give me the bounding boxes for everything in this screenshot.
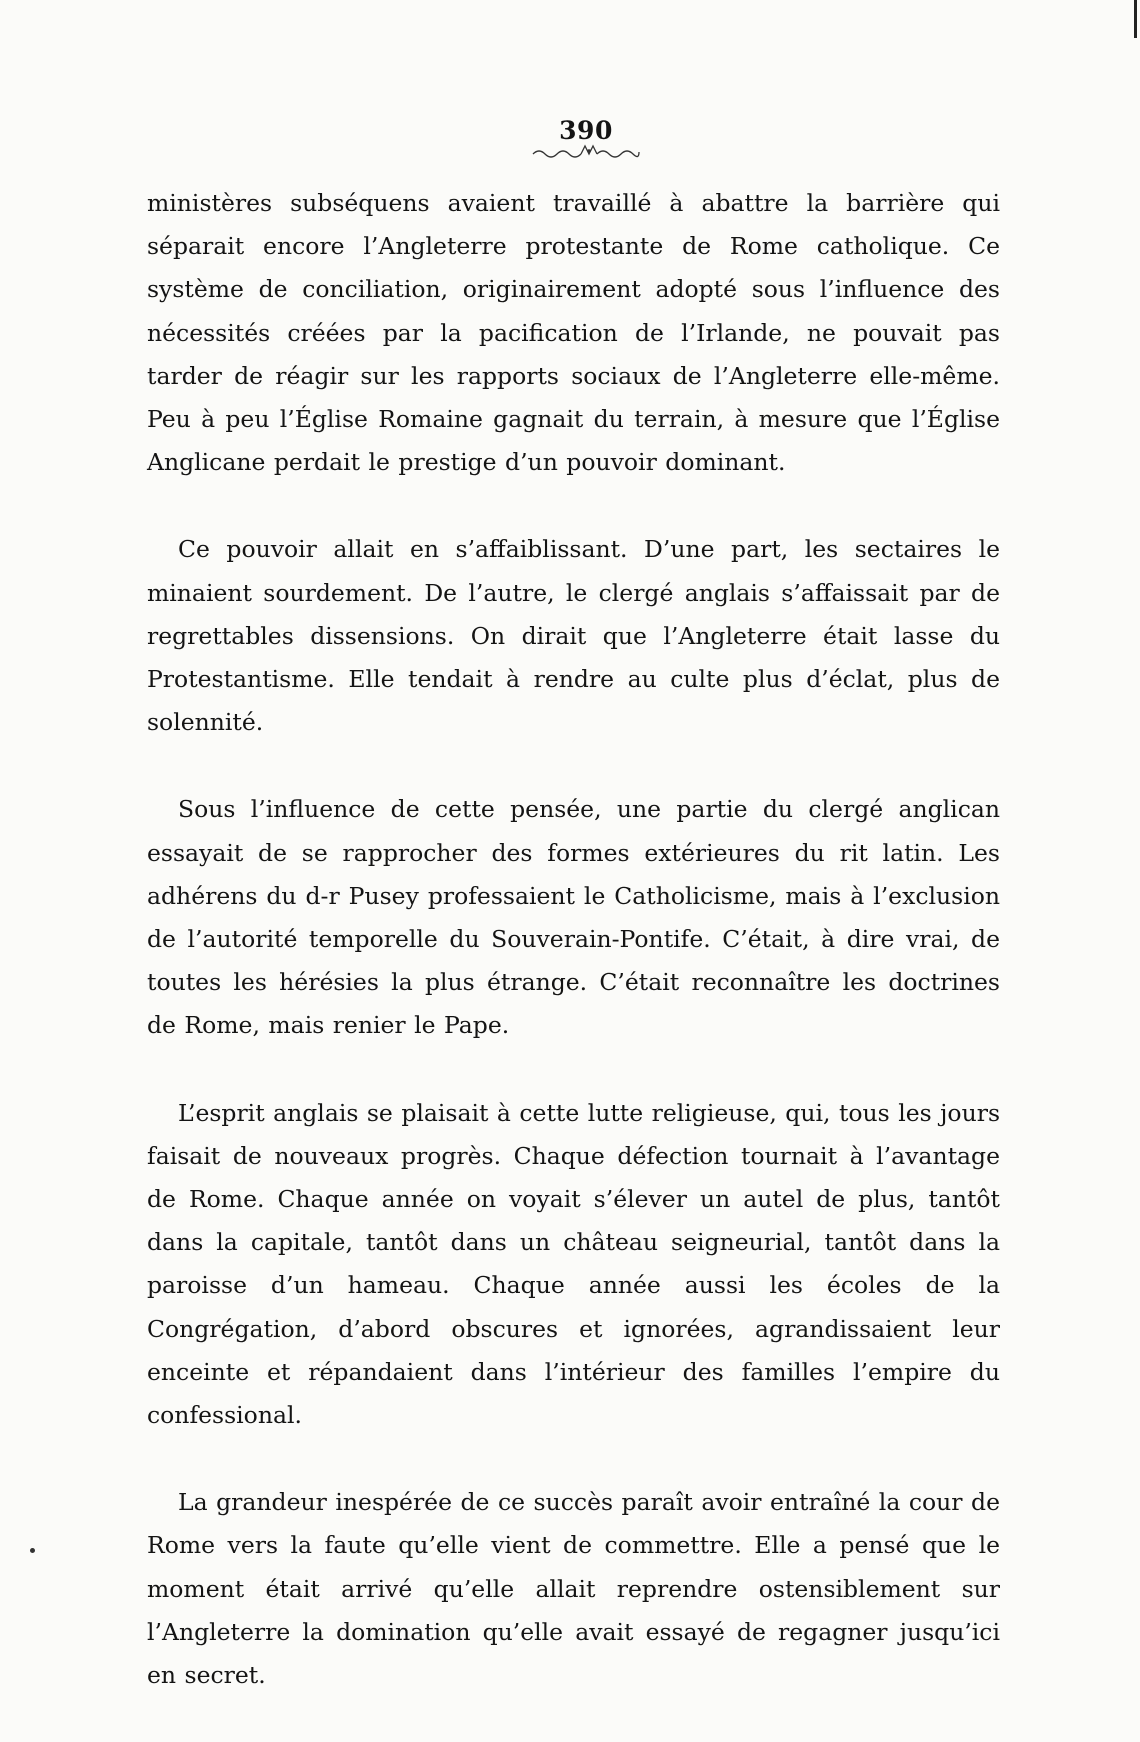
paragraph-4: L’esprit anglais se plaisait à cette lutte religieuse, qui, tous les jours faisait de nouveaux progrès. Chaque défection tournait à l’avantage de Rome. Chaque année on voyait s’élever un autel de plus, tantôt dans la capitale, tantôt dans un château seigneurial, tantôt dans la paroisse d’un hameau. Chaque année aussi les écoles de la Congrégation, d’abord obscures et ignorées, agrandissaient leur enceinte et répandaient dans l’intérieur des familles l’empire du confessional. — [147, 1098, 1001, 1430]
scan-edge-line — [1134, 0, 1137, 38]
paragraph-5: La grandeur inespérée de ce succès paraît avoir entraîné la cour de Rome vers la faute qu’elle vient de commettre. Elle a pensé que le moment était arrivé qu’elle allait reprendre ostensiblement sur l’Angleterre la domination qu’elle avait essayé de regagner jusqu’ici en secret. — [147, 1488, 1000, 1690]
paragraph-2: Ce pouvoir allait en s’affaiblissant. D’une part, les sectaires le minaient sourdement. De l’autre, le clergé anglais s’affaissait par de regrettables dissensions. On dirait que l’Angleterre était lasse du Protestantisme. Elle tendait à rendre au culte plus d’éclat, plus de solennité. — [147, 535, 1000, 737]
paragraph-1: ministères subséquens avaient travaillé à abattre la barrière qui séparait encore l’Angleterre protestante de Rome catholique. Ce système de conciliation, originairement adopté sous l’influence des nécessités créées par la pacification de l’Irlande, ne pouvait pas tarder de réagir sur les rapports sociaux de l’Angleterre elle-même. Peu à peu l’Église Romaine gagnait du terrain, à mesure que l’Église Anglicane perdait le prestige d’un pouvoir dominant. — [147, 189, 1000, 477]
header-ornament — [531, 142, 641, 160]
scan-speck — [30, 1548, 35, 1553]
paragraph-3: Sous l’influence de cette pensée, une partie du clergé anglican essayait de se rapprocher des formes extérieures du rit latin. Les adhérens du d-r Pusey professaient le Catholicisme, mais à l’exclusion de l’autorité temporelle du Souverain-Pontife. C’était, à dire vrai, de toutes les hérésies la plus étrange. C’était reconnaître les doctrines de Rome, mais renier le Pape. — [147, 795, 1000, 1040]
body-text — [147, 182, 1000, 1741]
page-number: 390 — [559, 116, 613, 145]
